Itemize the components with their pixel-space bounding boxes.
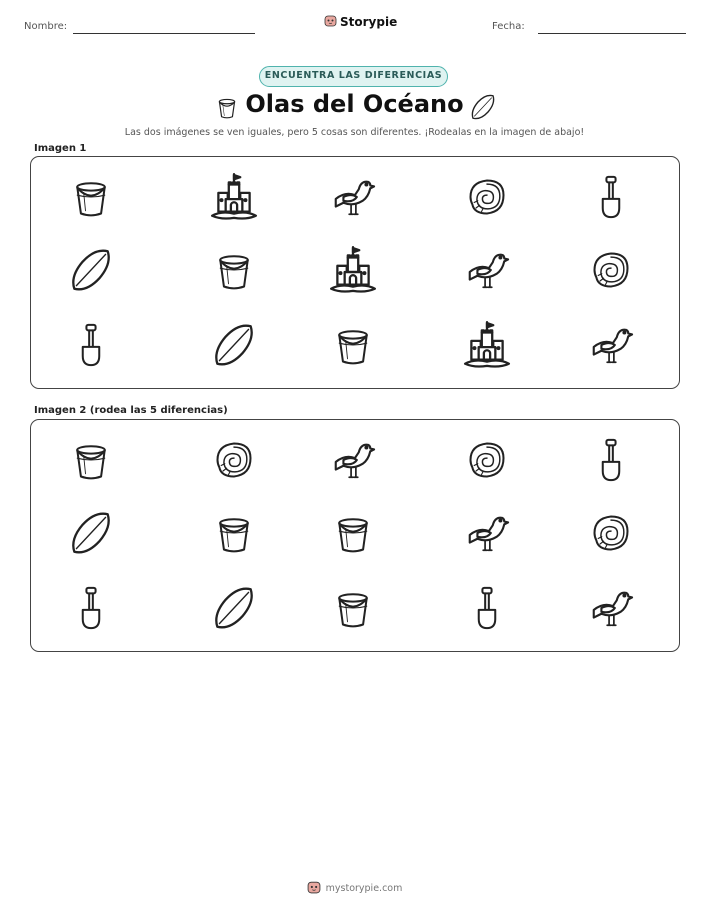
- shovel-icon[interactable]: [587, 436, 635, 484]
- shovel-icon: [587, 173, 635, 221]
- bucket-icon: [67, 173, 115, 221]
- seagull-icon: [463, 246, 511, 294]
- panel2-label: Imagen 2 (rodea las 5 diferencias): [34, 405, 228, 416]
- image-1-panel: [30, 156, 680, 389]
- bucket-icon[interactable]: [210, 509, 258, 557]
- bucket-icon[interactable]: [329, 584, 377, 632]
- surfboard-icon[interactable]: [67, 509, 115, 557]
- seagull-icon[interactable]: [463, 509, 511, 557]
- activity-badge: ENCUENTRA LAS DIFERENCIAS: [259, 66, 448, 87]
- image-2-panel[interactable]: [30, 419, 680, 652]
- name-field[interactable]: [73, 33, 255, 34]
- seagull-icon: [587, 321, 635, 369]
- storypie-mascot-icon: [324, 14, 337, 30]
- surfboard-icon[interactable]: [210, 584, 258, 632]
- bucket-icon[interactable]: [329, 509, 377, 557]
- storypie-mascot-icon: [307, 880, 321, 897]
- title-surfboard-icon: [468, 92, 498, 126]
- surfboard-icon: [210, 321, 258, 369]
- shovel-icon[interactable]: [463, 584, 511, 632]
- bucket-icon: [210, 246, 258, 294]
- surfboard-icon: [67, 246, 115, 294]
- shovel-icon: [67, 321, 115, 369]
- seashell-icon: [587, 246, 635, 294]
- seagull-icon[interactable]: [329, 436, 377, 484]
- instructions: Las dos imágenes se ven iguales, pero 5 cosas son diferentes. ¡Rodealas en la imagen de abajo!: [124, 127, 585, 138]
- date-field[interactable]: [538, 33, 686, 34]
- sandcastle-icon: [210, 173, 258, 221]
- footer: [0, 880, 709, 897]
- seashell-icon: [463, 173, 511, 221]
- sandcastle-icon: [463, 321, 511, 369]
- brand-name: Storypie: [340, 15, 398, 29]
- seagull-icon: [329, 173, 377, 221]
- name-label: Nombre:: [24, 21, 68, 32]
- date-label: Fecha:: [492, 21, 525, 32]
- sandcastle-icon: [329, 246, 377, 294]
- seashell-icon[interactable]: [587, 509, 635, 557]
- shovel-icon[interactable]: [67, 584, 115, 632]
- seashell-icon[interactable]: [463, 436, 511, 484]
- bucket-icon[interactable]: [67, 436, 115, 484]
- bucket-icon: [329, 321, 377, 369]
- brand-logo: [324, 14, 397, 30]
- seagull-icon[interactable]: [587, 584, 635, 632]
- seashell-icon[interactable]: [210, 436, 258, 484]
- footer-url[interactable]: mystorypie.com: [325, 883, 403, 894]
- panel1-label: Imagen 1: [34, 143, 87, 154]
- page-title: Olas del Océano: [245, 90, 464, 118]
